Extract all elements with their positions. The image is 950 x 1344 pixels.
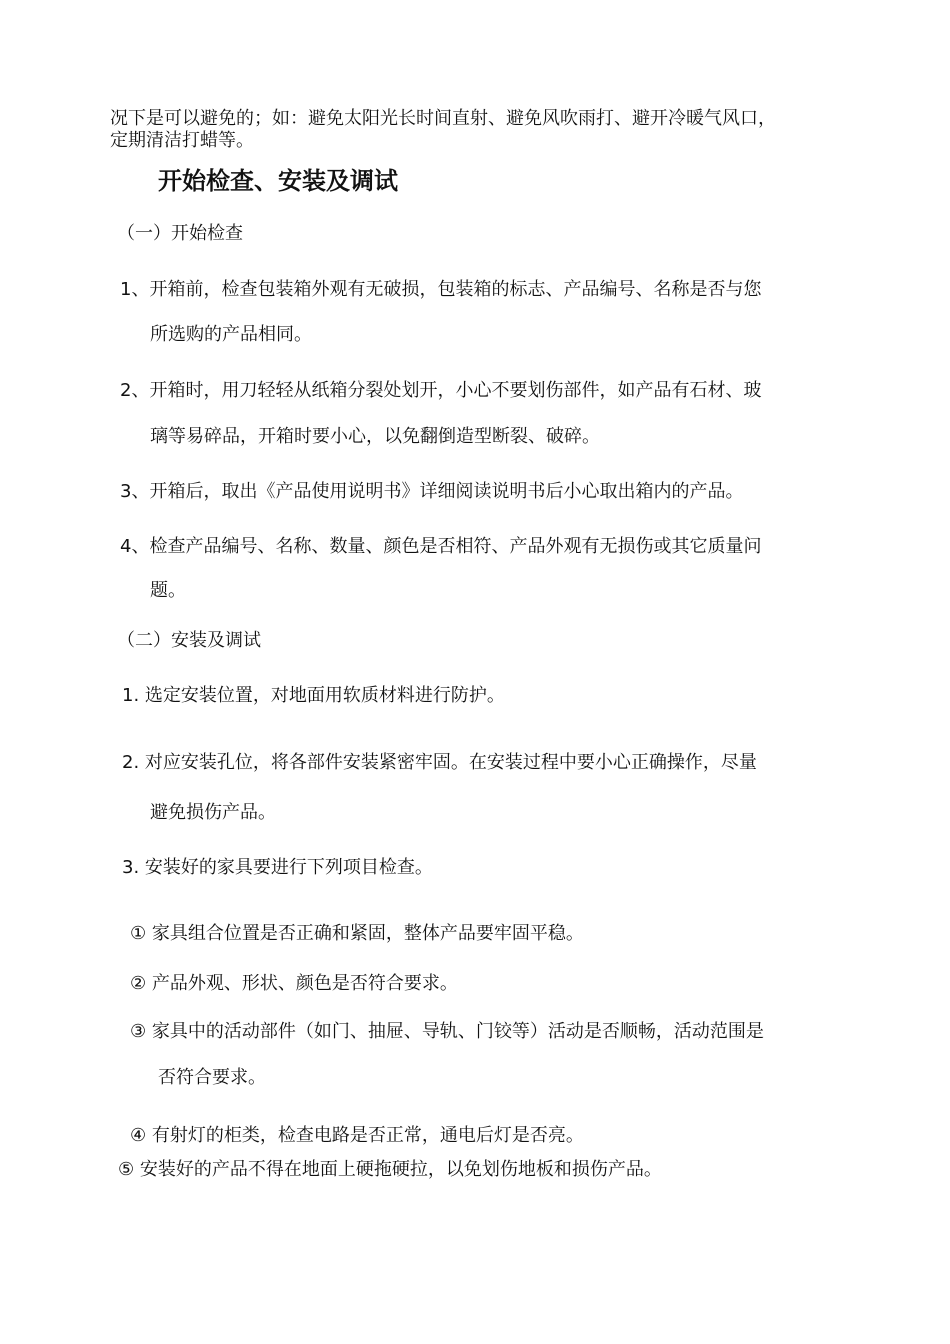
check-4: ④ 有射灯的柜类，检查电路是否正常，通电后灯是否亮。 (130, 1125, 584, 1146)
part2-item-2-line-1: 2. 对应安装孔位，将各部件安装紧密牢固。在安装过程中要小心正确操作，尽量 (122, 752, 757, 773)
part1-item-2-line-1: 2、开箱时，用刀轻轻从纸箱分裂处划开，小心不要划伤部件，如产品有石材、玻 (120, 380, 762, 401)
check-3-line-2: 否符合要求。 (158, 1067, 266, 1088)
part1-item-3-line-1: 3、开箱后，取出《产品使用说明书》详细阅读说明书后小心取出箱内的产品。 (120, 481, 744, 502)
part2-item-2-line-2: 避免损伤产品。 (150, 802, 276, 823)
part1-item-4-line-1: 4、检查产品编号、名称、数量、颜色是否相符、产品外观有无损伤或其它质量问 (120, 536, 762, 557)
check-1: ① 家具组合位置是否正确和紧固，整体产品要牢固平稳。 (130, 923, 584, 944)
part2-item-3-line-1: 3. 安装好的家具要进行下列项目检查。 (122, 857, 433, 878)
part1-heading: （一）开始检查 (117, 223, 243, 244)
part1-item-2-line-2: 璃等易碎品，开箱时要小心，以免翻倒造型断裂、破碎。 (150, 426, 600, 447)
part2-item-1-line-1: 1. 选定安装位置，对地面用软质材料进行防护。 (122, 685, 505, 706)
part1-item-1-line-1: 1、开箱前，检查包装箱外观有无破损，包装箱的标志、产品编号、名称是否与您 (120, 279, 762, 300)
part2-heading: （二）安装及调试 (117, 630, 261, 651)
part1-item-4-line-2: 题。 (150, 580, 186, 601)
check-2: ② 产品外观、形状、颜色是否符合要求。 (130, 973, 458, 994)
intro-line-1: 况下是可以避免的；如：避免太阳光长时间直射、避免风吹雨打、避开冷暖气风口， (110, 108, 776, 129)
check-5: ⑤ 安装好的产品不得在地面上硬拖硬拉，以免划伤地板和损伤产品。 (118, 1159, 662, 1180)
part1-item-1-line-2: 所选购的产品相同。 (150, 324, 312, 345)
intro-line-2: 定期清洁打蜡等。 (110, 130, 254, 151)
check-3-line-1: ③ 家具中的活动部件（如门、抽屉、导轨、门铰等）活动是否顺畅，活动范围是 (130, 1021, 764, 1042)
section-title: 开始检查、安装及调试 (158, 167, 398, 195)
